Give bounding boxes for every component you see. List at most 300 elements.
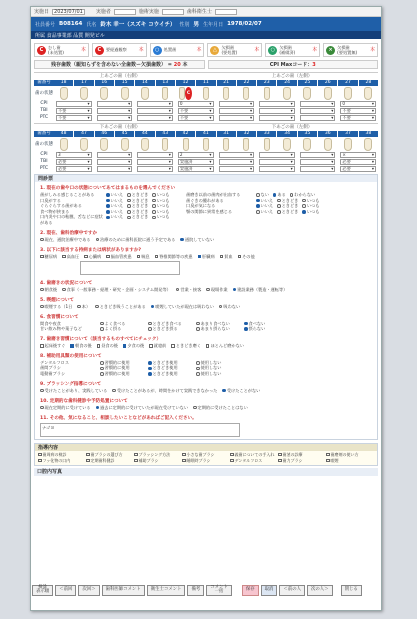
ptc-cell — [298, 166, 338, 172]
checkbox-option[interactable]: 小さな歯ブラシ — [182, 452, 230, 458]
radio-button[interactable] — [277, 199, 281, 203]
radio-button[interactable] — [302, 199, 306, 203]
ptc-select[interactable]: 不要 ▾ — [342, 114, 374, 120]
radio-button[interactable] — [127, 216, 131, 220]
date-field[interactable]: 2023/07/01 — [54, 8, 83, 15]
chevron-down-icon: ▾ — [250, 151, 253, 157]
radio-button[interactable] — [290, 193, 294, 197]
radio-button[interactable] — [196, 361, 200, 365]
radio-button[interactable] — [244, 327, 248, 331]
radio-option[interactable]: 定期的に受けたことはない — [193, 405, 248, 411]
checkbox-option[interactable]: 歯磨剤の使い方 — [326, 452, 374, 458]
bottom-button-4[interactable]: 衛生士コメント — [147, 585, 186, 596]
ptc-select[interactable] — [219, 166, 255, 172]
tbi-select[interactable]: 必要 ▾ — [58, 158, 90, 164]
ptc-select[interactable]: 必要 ▾ — [58, 165, 90, 171]
ptc-select[interactable]: 不要 ▾ — [58, 114, 90, 120]
ptc-select[interactable] — [137, 166, 173, 172]
hospital-select[interactable] — [162, 9, 184, 15]
radio-button[interactable] — [100, 322, 104, 326]
tbi-select[interactable]: 不要 ▾ — [179, 107, 212, 113]
tooth-cell[interactable] — [115, 138, 134, 151]
tooth-cell[interactable] — [217, 87, 236, 100]
cpi-select[interactable] — [219, 101, 255, 107]
radio-option[interactable]: いつも — [152, 209, 169, 215]
radio-option[interactable]: 受けたことがない — [222, 388, 260, 394]
radio-option[interactable]: 過去に定期的に受けていたが現在受けていない — [96, 405, 188, 411]
staff-select[interactable] — [215, 9, 237, 15]
radio-button[interactable] — [151, 305, 155, 309]
tbi-select[interactable] — [137, 159, 173, 165]
tbi-select[interactable]: 実施済 ▾ — [179, 158, 212, 164]
ptc-select[interactable] — [300, 115, 336, 121]
checkbox[interactable] — [326, 453, 330, 457]
bottom-button-6[interactable]: コメント 一括 — [206, 585, 232, 596]
radio-option[interactable]: いつも — [302, 198, 319, 204]
tooth-cell[interactable] — [176, 87, 195, 100]
radio-option[interactable]: ときどき摂る — [148, 326, 192, 332]
checkbox-option[interactable]: 歯茎の診療 — [278, 452, 326, 458]
tooth-cell[interactable] — [237, 138, 256, 151]
cpi-select[interactable]: 0 ▾ — [179, 100, 212, 106]
checkbox-option[interactable]: 起床後すぐ — [40, 343, 65, 349]
checkbox-option[interactable]: 補助ブラシ — [134, 458, 182, 464]
tooth-cell[interactable] — [338, 138, 357, 151]
radio-button[interactable] — [40, 389, 44, 393]
checkbox[interactable] — [70, 344, 74, 348]
cpi-select[interactable] — [259, 152, 295, 158]
radio-button[interactable] — [233, 288, 237, 292]
radio-button[interactable] — [40, 288, 44, 292]
checkbox[interactable] — [106, 255, 110, 259]
radio-button[interactable] — [40, 238, 44, 242]
checkbox[interactable] — [206, 344, 210, 348]
tooth-cell[interactable] — [318, 138, 337, 151]
radio-button[interactable] — [206, 288, 210, 292]
checkbox[interactable] — [97, 344, 101, 348]
radio-option[interactable]: よく食べる — [100, 321, 144, 327]
radio-option[interactable]: いいえ — [256, 198, 273, 204]
tooth-icon — [183, 138, 189, 151]
bottom-button-5[interactable]: 備考 — [187, 585, 204, 596]
radio-option[interactable]: 受けたことがあり、実践している — [40, 388, 107, 394]
cpi-select[interactable] — [137, 152, 173, 158]
radio-option[interactable]: いいえ — [256, 203, 273, 209]
radio-option[interactable]: いいえ — [106, 198, 123, 204]
ptc-select[interactable] — [219, 115, 255, 121]
checkbox-option[interactable]: 貧血 — [220, 254, 233, 260]
q3-other-textarea[interactable] — [80, 261, 180, 275]
tooth-cell[interactable] — [95, 87, 114, 100]
tbi-select[interactable] — [300, 159, 336, 165]
cpi-select[interactable]: 2 ▾ — [179, 151, 212, 157]
radio-option[interactable]: 食事（一般事務・経理・研究・企画・システム開発等） — [62, 287, 171, 293]
checkbox-option[interactable]: 歯ブラシの選び方 — [86, 452, 134, 458]
checkbox-option[interactable]: その他 — [238, 254, 255, 260]
checkbox[interactable] — [62, 255, 66, 259]
checkbox-option[interactable]: ブラッシング方法 — [134, 452, 182, 458]
cpi-select[interactable] — [219, 152, 255, 158]
bottom-button-8[interactable]: 取消 — [261, 585, 278, 596]
checkbox[interactable] — [86, 453, 90, 457]
radio-option[interactable]: 使用しない — [196, 360, 240, 366]
cpi-select[interactable]: 0 ▾ — [342, 100, 374, 106]
checkbox[interactable] — [86, 459, 90, 463]
radio-button[interactable] — [100, 361, 104, 365]
checkbox[interactable] — [38, 459, 42, 463]
radio-button[interactable] — [100, 327, 104, 331]
tooth-cell[interactable] — [115, 87, 134, 100]
radio-button[interactable] — [40, 406, 44, 410]
q11-textarea[interactable]: ナゴヨ — [40, 423, 240, 437]
checkbox[interactable] — [38, 453, 42, 457]
radio-option[interactable]: いつも — [152, 198, 169, 204]
radio-option[interactable]: 建設業務（製造・運転等） — [233, 287, 288, 293]
radio-option[interactable]: 受けたことがあるが、時間をかけて実践できなかった — [112, 388, 217, 394]
radio-button[interactable] — [127, 204, 131, 208]
radio-button[interactable] — [127, 210, 131, 214]
radio-option[interactable]: いつも — [152, 214, 169, 225]
checkbox-option[interactable]: 喘息 — [137, 254, 150, 260]
cpi-max-code: CPI Maxコード： 3 — [208, 60, 379, 69]
checkbox[interactable] — [134, 453, 138, 457]
radio-button[interactable] — [256, 210, 260, 214]
radio-option[interactable]: あまり摂らない — [196, 326, 240, 332]
tooth-cell[interactable] — [217, 138, 236, 151]
radio-option[interactable]: いつも — [152, 192, 169, 198]
tooth-cell[interactable] — [196, 138, 215, 151]
tbi-select[interactable] — [219, 108, 255, 114]
checkbox-option[interactable]: 睡眠時ブラシ — [182, 458, 230, 464]
radio-button[interactable] — [77, 305, 81, 309]
tooth-cell[interactable] — [277, 87, 296, 100]
operator-select[interactable] — [114, 9, 136, 15]
radio-option[interactable]: ときどき使用 — [148, 360, 192, 366]
cpi-select[interactable] — [300, 152, 336, 158]
radio-button[interactable] — [148, 361, 152, 365]
radio-button[interactable] — [196, 327, 200, 331]
radio-option[interactable]: ときどき — [277, 209, 298, 215]
ptc-select[interactable]: 実施済 ▾ — [179, 165, 212, 171]
radio-option[interactable]: 喫煙していたが現在は吸わない — [151, 304, 214, 310]
checkbox-option[interactable]: 心臓病 — [84, 254, 101, 260]
radio-button[interactable] — [273, 193, 277, 197]
cpi-select[interactable] — [137, 101, 173, 107]
ptc-select[interactable] — [259, 166, 295, 172]
cpi-select[interactable] — [300, 101, 336, 107]
checkbox-option[interactable]: 定期歯科健診 — [86, 458, 134, 464]
checkbox-option[interactable]: 高血圧 — [62, 254, 79, 260]
radio-option[interactable]: ときどき — [127, 192, 148, 198]
tooth-cell[interactable] — [54, 87, 73, 100]
radio-option[interactable]: ときどき — [127, 198, 148, 204]
cpi-select[interactable]: 3 ▾ — [58, 151, 90, 157]
radio-button[interactable] — [100, 372, 104, 376]
ptc-select[interactable] — [259, 115, 295, 121]
checkbox[interactable] — [149, 344, 153, 348]
checkbox-option[interactable]: 就寝前 — [149, 343, 166, 349]
radio-option[interactable]: ときどき使用 — [148, 371, 192, 377]
radio-option[interactable]: ときどき — [277, 198, 298, 204]
radio-button[interactable] — [302, 204, 306, 208]
radio-option[interactable]: 習慣的に使用 — [100, 360, 144, 366]
radio-option[interactable]: 摂らない — [244, 326, 288, 332]
tooth-cell[interactable] — [95, 138, 114, 151]
tbi-select[interactable]: 不要 ▾ — [58, 107, 90, 113]
tbi-select[interactable]: 必要 ▾ — [342, 158, 374, 164]
checkbox-option[interactable]: 義歯についての手入れ — [230, 452, 278, 458]
checkbox[interactable] — [40, 344, 44, 348]
tooth-cell[interactable] — [318, 87, 337, 100]
ptc-select[interactable]: 必要 ▾ — [342, 165, 374, 171]
ptc-select[interactable] — [97, 115, 133, 121]
tooth-cell[interactable] — [135, 138, 154, 151]
checkbox[interactable] — [134, 459, 138, 463]
radio-option[interactable]: あまり食べない — [196, 321, 240, 327]
tooth-icon — [121, 87, 129, 100]
radio-option[interactable]: ときどき — [127, 203, 148, 209]
radio-option[interactable]: ときどき使用 — [148, 365, 192, 371]
checkbox-option[interactable]: ときどき磨く — [171, 343, 201, 349]
tooth-cell[interactable] — [359, 87, 378, 100]
radio-button[interactable] — [62, 288, 66, 292]
checkbox[interactable] — [84, 255, 88, 259]
radio-option[interactable]: ない — [256, 192, 269, 198]
checkbox[interactable] — [230, 459, 234, 463]
tooth-cell[interactable] — [257, 87, 276, 100]
radio-button[interactable] — [219, 305, 223, 309]
checkbox-option[interactable]: フッ化物の口内 — [38, 458, 86, 464]
bottom-button-9[interactable]: ＜前の人 — [279, 585, 305, 596]
tooth-number: 31 — [217, 131, 236, 137]
bottom-button-2[interactable]: 次回＞ — [78, 585, 99, 596]
checkbox-option[interactable]: 肝臓病 — [198, 254, 215, 260]
radio-option[interactable]: 朝食後 — [40, 287, 57, 293]
tooth-cell[interactable] — [298, 87, 317, 100]
checkbox[interactable] — [137, 255, 141, 259]
bottom-button-10[interactable]: 次の人＞ — [307, 585, 333, 596]
checkbox-option[interactable]: デンタルフロス — [230, 458, 278, 464]
radio-button[interactable] — [222, 389, 226, 393]
tbi-select[interactable] — [219, 159, 255, 165]
radio-option[interactable]: 治療のために歯科医院に通う予定である — [96, 237, 176, 243]
checkbox[interactable] — [278, 459, 282, 463]
checkbox-option[interactable]: ほとんど磨かない — [206, 343, 244, 349]
radio-option[interactable]: 現在定期的に受けている — [40, 405, 91, 411]
radio-option[interactable]: いつも — [302, 209, 319, 215]
radio-button[interactable] — [40, 305, 44, 309]
chevron-down-icon: ▾ — [87, 107, 90, 113]
radio-button[interactable] — [196, 367, 200, 371]
radio-button[interactable] — [148, 322, 152, 326]
checkbox[interactable] — [238, 255, 242, 259]
tbi-select[interactable] — [259, 108, 295, 114]
radio-option[interactable]: 現場作業 — [206, 287, 227, 293]
radio-button[interactable] — [148, 372, 152, 376]
ptc-select[interactable] — [300, 166, 336, 172]
chevron-down-icon: ▾ — [209, 158, 212, 164]
bottom-button-3[interactable]: 歯科医師コメント — [102, 585, 145, 596]
chevron-down-icon: ▾ — [331, 165, 334, 171]
radio-button[interactable] — [277, 210, 281, 214]
checkbox-option[interactable]: 朝食の後 — [70, 343, 91, 349]
tbi-select[interactable] — [137, 108, 173, 114]
tbi-select[interactable]: 不要 ▾ — [342, 107, 374, 113]
radio-button[interactable] — [106, 216, 110, 220]
cpi-select[interactable]: × ▾ — [342, 151, 374, 157]
radio-option[interactable]: いいえ — [106, 192, 123, 198]
radio-button[interactable] — [256, 204, 260, 208]
radio-option[interactable]: よく摂る — [100, 326, 144, 332]
cpi-select[interactable] — [259, 101, 295, 107]
radio-button[interactable] — [180, 238, 184, 242]
radio-button[interactable] — [106, 193, 110, 197]
radio-button[interactable] — [152, 204, 156, 208]
radio-option[interactable]: 使用しない — [196, 371, 240, 377]
radio-option[interactable]: ときどき — [277, 203, 298, 209]
radio-button[interactable] — [256, 199, 260, 203]
tooth-cell[interactable] — [156, 87, 175, 100]
checkbox-option[interactable]: 糖尿病 — [40, 254, 57, 260]
tooth-cell[interactable] — [277, 138, 296, 151]
bottom-button-7[interactable]: 保存 — [242, 585, 259, 596]
tbi-select[interactable] — [300, 108, 336, 114]
radio-option[interactable]: いいえ — [106, 203, 123, 209]
checkbox[interactable] — [155, 255, 159, 259]
radio-option[interactable]: 現在、通院治療中である — [40, 237, 91, 243]
radio-button[interactable] — [152, 210, 156, 214]
radio-option[interactable]: いつも — [152, 203, 169, 209]
checkbox[interactable] — [123, 344, 127, 348]
radio-option[interactable]: ときどき — [127, 214, 148, 225]
radio-button[interactable] — [112, 389, 116, 393]
cpi-select[interactable] — [97, 101, 133, 107]
radio-option[interactable]: いつも — [302, 203, 319, 209]
radio-button[interactable] — [196, 322, 200, 326]
radio-option[interactable]: ときどき吸うことがある — [95, 304, 146, 310]
tooth-cell[interactable] — [196, 87, 215, 100]
radio-option[interactable]: 吸わない — [219, 304, 240, 310]
radio-button[interactable] — [302, 210, 306, 214]
radio-button[interactable] — [148, 367, 152, 371]
tbi-select[interactable] — [259, 159, 295, 165]
radio-option[interactable]: 習慣的に使用 — [100, 365, 144, 371]
radio-option[interactable]: 習慣的に使用 — [100, 371, 144, 377]
bottom-button-0[interactable]: 検診 表示順 — [32, 585, 53, 596]
radio-option[interactable]: 食べない — [244, 321, 288, 327]
radio-option[interactable]: いいえ — [256, 209, 273, 215]
checkbox-option[interactable]: 脳血管疾患 — [106, 254, 131, 260]
radio-button[interactable] — [127, 193, 131, 197]
radio-option[interactable]: ときどき食べる — [148, 321, 192, 327]
tooth-cell[interactable] — [257, 138, 276, 151]
radio-button[interactable] — [196, 372, 200, 376]
radio-option[interactable]: 営業・接客 — [176, 287, 201, 293]
caries-icon: C — [185, 87, 192, 100]
mouth-photo-section[interactable] — [34, 468, 378, 476]
radio-button[interactable] — [127, 199, 131, 203]
radio-button[interactable] — [106, 204, 110, 208]
checkbox[interactable] — [278, 453, 282, 457]
checkbox[interactable] — [40, 255, 44, 259]
tbi-select[interactable] — [97, 159, 133, 165]
checkbox[interactable] — [182, 459, 186, 463]
checkbox-option[interactable]: 脊椎関節等の疾患 — [155, 254, 193, 260]
radio-button[interactable] — [96, 238, 100, 242]
radio-button[interactable] — [100, 367, 104, 371]
radio-option[interactable]: 本） — [77, 304, 90, 310]
tooth-cell[interactable] — [176, 138, 195, 151]
radio-option[interactable]: 使用しない — [196, 365, 240, 371]
radio-option[interactable]: わからない — [290, 192, 315, 198]
tbi-select[interactable] — [97, 108, 133, 114]
radio-button[interactable] — [148, 327, 152, 331]
radio-option[interactable]: ある — [273, 192, 286, 198]
radio-button[interactable] — [152, 193, 156, 197]
tooth-cell[interactable] — [54, 138, 73, 151]
tooth-cell[interactable] — [74, 138, 93, 151]
checkbox-option[interactable]: 歯周病の検診 — [38, 452, 86, 458]
checkbox[interactable] — [171, 344, 175, 348]
upper-right-label: 上あごの歯（右側） — [99, 74, 141, 79]
radio-button[interactable] — [96, 406, 100, 410]
chevron-down-icon: ▾ — [250, 100, 253, 106]
radio-button[interactable] — [106, 199, 110, 203]
cpi-select[interactable] — [56, 101, 92, 107]
tooth-icon — [364, 87, 372, 100]
radio-button[interactable] — [277, 204, 281, 208]
radio-option[interactable]: 喫煙する（1日 — [40, 304, 72, 310]
radio-button[interactable] — [244, 322, 248, 326]
tooth-cell[interactable] — [359, 138, 378, 151]
checkbox[interactable] — [198, 255, 202, 259]
tooth-cell[interactable] — [156, 138, 175, 151]
checkbox-option[interactable]: 喫煙 — [326, 458, 374, 464]
radio-button[interactable] — [193, 406, 197, 410]
radio-button[interactable] — [152, 199, 156, 203]
tooth-number: 17 — [74, 80, 93, 86]
radio-option[interactable]: ときどき — [127, 209, 148, 215]
bottom-button-11[interactable]: 閉じる — [341, 585, 362, 596]
radio-button[interactable] — [95, 305, 99, 309]
tooth-number: 46 — [95, 131, 114, 137]
radio-option[interactable]: いいえ — [106, 214, 123, 225]
tooth-cell[interactable] — [298, 138, 317, 151]
checkbox-option[interactable]: 歯力ブラシ — [278, 458, 326, 464]
cpi-select[interactable] — [97, 152, 133, 158]
ptc-select[interactable] — [97, 166, 133, 172]
tooth-cell[interactable] — [237, 87, 256, 100]
radio-option[interactable]: いいえ — [106, 209, 123, 215]
ptc-select[interactable]: 不要 ▾ — [179, 114, 212, 120]
tooth-cell[interactable] — [74, 87, 93, 100]
radio-button[interactable] — [106, 210, 110, 214]
radio-button[interactable] — [256, 193, 260, 197]
checkbox[interactable] — [182, 453, 186, 457]
radio-button[interactable] — [152, 216, 156, 220]
checkbox[interactable] — [230, 453, 234, 457]
checkbox[interactable] — [326, 459, 330, 463]
tooth-cell[interactable] — [338, 87, 357, 100]
tooth-cell[interactable] — [135, 87, 154, 100]
checkbox-option[interactable]: 昼食の後 — [97, 343, 118, 349]
radio-option[interactable]: 通院していない — [180, 237, 214, 243]
checkbox[interactable] — [220, 255, 224, 259]
ptc-select[interactable] — [137, 115, 173, 121]
radio-button[interactable] — [176, 288, 180, 292]
checkbox-option[interactable]: 夕食の後 — [123, 343, 144, 349]
bottom-button-1[interactable]: ＜前回 — [55, 585, 76, 596]
